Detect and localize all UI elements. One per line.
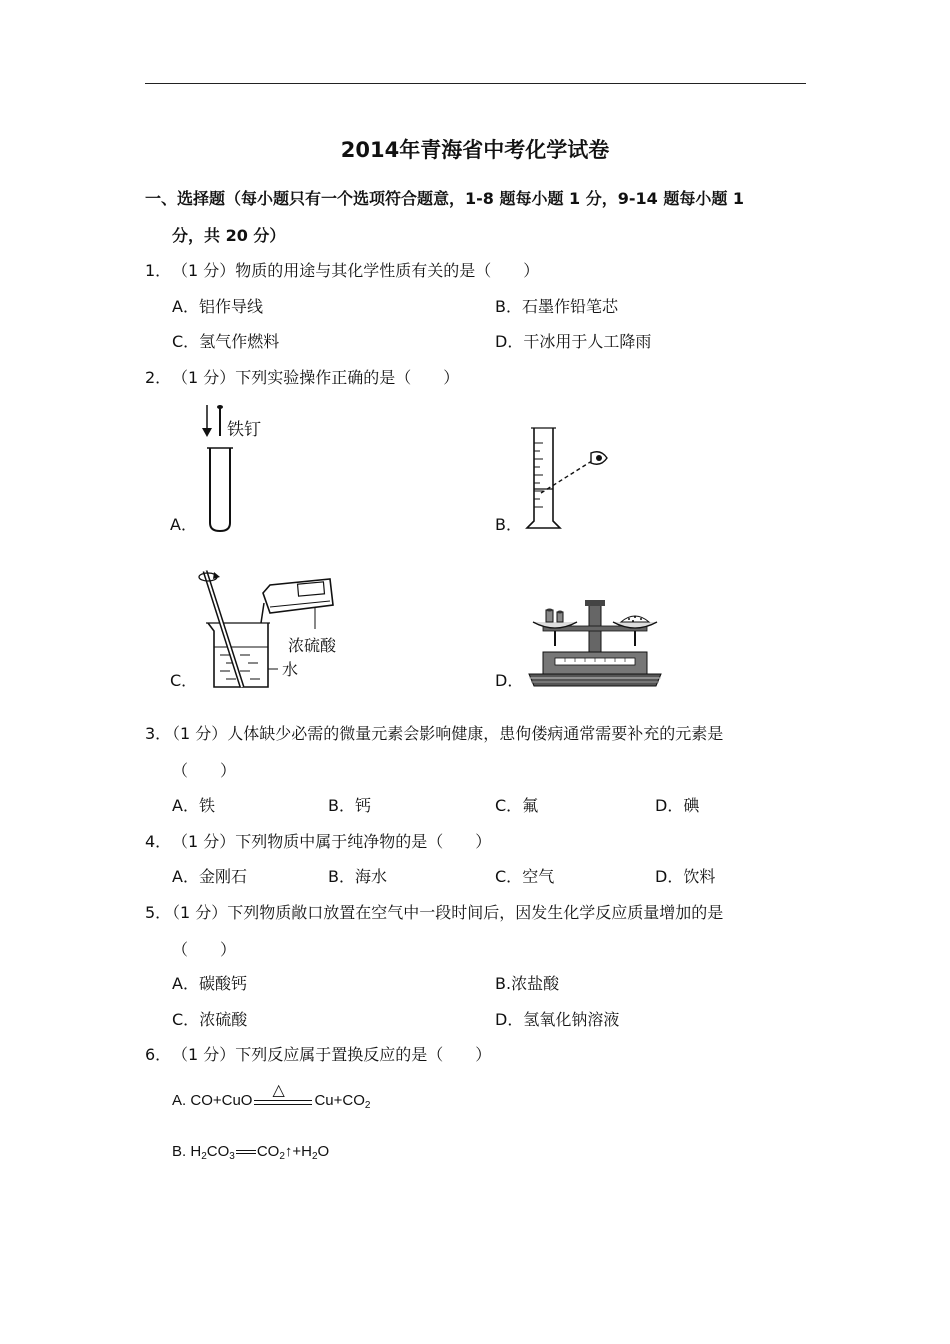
question-5-answer-bracket: （ ） bbox=[172, 940, 237, 959]
q3-option-a[interactable] bbox=[172, 796, 215, 816]
q1-option-a[interactable] bbox=[172, 297, 263, 317]
q5-option-b-text: 浓盐酸 bbox=[511, 974, 560, 993]
q3-option-d-label: D． bbox=[655, 796, 684, 815]
page-title: 2014年青海省中考化学试卷 bbox=[340, 138, 610, 162]
q4-option-b[interactable] bbox=[328, 867, 387, 887]
q2-option-b-label[interactable]: B． bbox=[495, 515, 522, 534]
q5-option-a-text: 碳酸钙 bbox=[198, 974, 247, 993]
q4-option-c-label: C． bbox=[495, 867, 523, 886]
q3-option-b-label: B． bbox=[328, 796, 355, 815]
test-tube-nail-figure bbox=[195, 400, 275, 535]
q6-option-b-rhs2: ↑+H bbox=[284, 1143, 312, 1160]
q4-option-d-label: D． bbox=[655, 867, 684, 886]
q3-option-d[interactable] bbox=[655, 796, 699, 816]
question-5-number: 5． bbox=[145, 903, 172, 922]
section-heading-line1: 一、选择题（每小题只有一个选项符合题意，1-8 题每小题 1 分，9-14 题每小题 1 bbox=[145, 189, 745, 208]
equals-sign bbox=[235, 1142, 257, 1162]
header-rule bbox=[145, 83, 806, 84]
q4-option-a-label: A． bbox=[172, 867, 199, 886]
q1-option-d-label: D． bbox=[495, 332, 524, 351]
q3-option-c-text: 氟 bbox=[522, 796, 539, 815]
dilution-figure bbox=[190, 563, 360, 693]
q1-option-c-label: C． bbox=[172, 332, 200, 351]
q5-option-b-label: B. bbox=[495, 974, 512, 993]
acid-label: 浓硫酸 bbox=[288, 636, 337, 655]
q3-option-b[interactable] bbox=[328, 796, 371, 816]
q4-option-d-text: 饮料 bbox=[683, 867, 716, 886]
q6-option-b-lhs2: CO bbox=[206, 1143, 230, 1160]
heat-symbol: △ bbox=[272, 1082, 285, 1099]
q1-option-c-text: 氢气作燃料 bbox=[199, 332, 280, 351]
q6-option-b-rhs3: O bbox=[317, 1143, 330, 1160]
balance-figure bbox=[525, 590, 665, 690]
q5-option-a[interactable] bbox=[172, 974, 247, 994]
q2-option-d-label[interactable]: D． bbox=[495, 671, 524, 690]
q4-option-c-text: 空气 bbox=[522, 867, 555, 886]
q3-option-b-text: 钙 bbox=[354, 796, 371, 815]
q6-option-a-lhs: CO+CuO bbox=[190, 1092, 253, 1109]
q5-option-c[interactable] bbox=[172, 1010, 247, 1030]
q5-option-a-label: A． bbox=[172, 974, 199, 993]
q2-option-c-label[interactable]: C． bbox=[170, 671, 198, 690]
question-1-stem: （1 分）物质的用途与其化学性质有关的是（ ） bbox=[172, 261, 540, 280]
question-4-stem: （1 分）下列物质中属于纯净物的是（ ） bbox=[172, 832, 492, 851]
q3-option-a-label: A． bbox=[172, 796, 199, 815]
q1-option-b-label: B． bbox=[495, 297, 522, 316]
question-3-number: 3． bbox=[145, 724, 172, 743]
subscript-2: 2 bbox=[279, 1151, 285, 1162]
q6-option-b-lhs: H bbox=[190, 1143, 202, 1160]
question-3-answer-bracket: （ ） bbox=[172, 761, 237, 780]
q4-option-b-text: 海水 bbox=[354, 867, 387, 886]
q1-option-b-text: 石墨作铅笔芯 bbox=[521, 297, 618, 316]
subscript-3: 3 bbox=[229, 1151, 235, 1162]
question-4-number: 4． bbox=[145, 832, 172, 851]
question-6-number: 6． bbox=[145, 1045, 172, 1064]
q5-option-c-label: C． bbox=[172, 1010, 200, 1029]
q6-option-b[interactable] bbox=[172, 1142, 329, 1162]
q1-option-d[interactable] bbox=[495, 332, 651, 352]
q5-option-d[interactable] bbox=[495, 1010, 619, 1030]
q3-option-d-text: 碘 bbox=[683, 796, 700, 815]
q1-option-a-label: A． bbox=[172, 297, 199, 316]
q5-option-d-label: D． bbox=[495, 1010, 524, 1029]
q4-option-c[interactable] bbox=[495, 867, 554, 887]
q6-option-b-rhs: CO bbox=[256, 1143, 280, 1160]
question-2-stem: （1 分）下列实验操作正确的是（ ） bbox=[172, 368, 460, 387]
q5-option-c-text: 浓硫酸 bbox=[199, 1010, 248, 1029]
q1-option-b[interactable] bbox=[495, 297, 618, 317]
q3-option-c-label: C． bbox=[495, 796, 523, 815]
q6-option-a[interactable] bbox=[172, 1082, 371, 1111]
water-label: 水 bbox=[282, 660, 299, 679]
q5-option-b[interactable] bbox=[495, 974, 559, 994]
graduated-cylinder-figure bbox=[515, 423, 615, 538]
q1-option-d-text: 干冰用于人工降雨 bbox=[523, 332, 652, 351]
q4-option-a[interactable] bbox=[172, 867, 247, 887]
q4-option-a-text: 金刚石 bbox=[198, 867, 247, 886]
q4-option-b-label: B． bbox=[328, 867, 355, 886]
nail-label: 铁钉 bbox=[227, 420, 261, 440]
q1-option-c[interactable] bbox=[172, 332, 279, 352]
q1-option-a-text: 铝作导线 bbox=[198, 297, 263, 316]
q2-option-a-label[interactable]: A． bbox=[170, 515, 197, 534]
heating-condition bbox=[252, 1082, 314, 1111]
q4-option-d[interactable] bbox=[655, 867, 715, 887]
question-6-stem: （1 分）下列反应属于置换反应的是（ ） bbox=[172, 1045, 492, 1064]
q6-option-a-rhs: Cu+CO bbox=[314, 1092, 365, 1109]
subscript-2: 2 bbox=[201, 1151, 207, 1162]
q3-option-c[interactable] bbox=[495, 796, 538, 816]
question-5-stem: （1 分）下列物质敞口放置在空气中一段时间后，因发生化学反应质量增加的是 bbox=[164, 903, 724, 922]
q6-option-b-label: B. bbox=[172, 1143, 187, 1160]
question-3-stem: （1 分）人体缺少必需的微量元素会影响健康，患佝偻病通常需要补充的元素是 bbox=[164, 724, 724, 743]
q5-option-d-text: 氢氧化钠溶液 bbox=[523, 1010, 620, 1029]
q6-option-a-label: A. bbox=[172, 1092, 187, 1109]
subscript-2: 2 bbox=[364, 1100, 371, 1111]
section-heading-line2: 分，共 20 分） bbox=[172, 226, 286, 245]
question-1-number: 1． bbox=[145, 261, 172, 280]
question-2-number: 2． bbox=[145, 368, 172, 387]
subscript-2: 2 bbox=[311, 1151, 318, 1162]
q3-option-a-text: 铁 bbox=[198, 796, 215, 815]
